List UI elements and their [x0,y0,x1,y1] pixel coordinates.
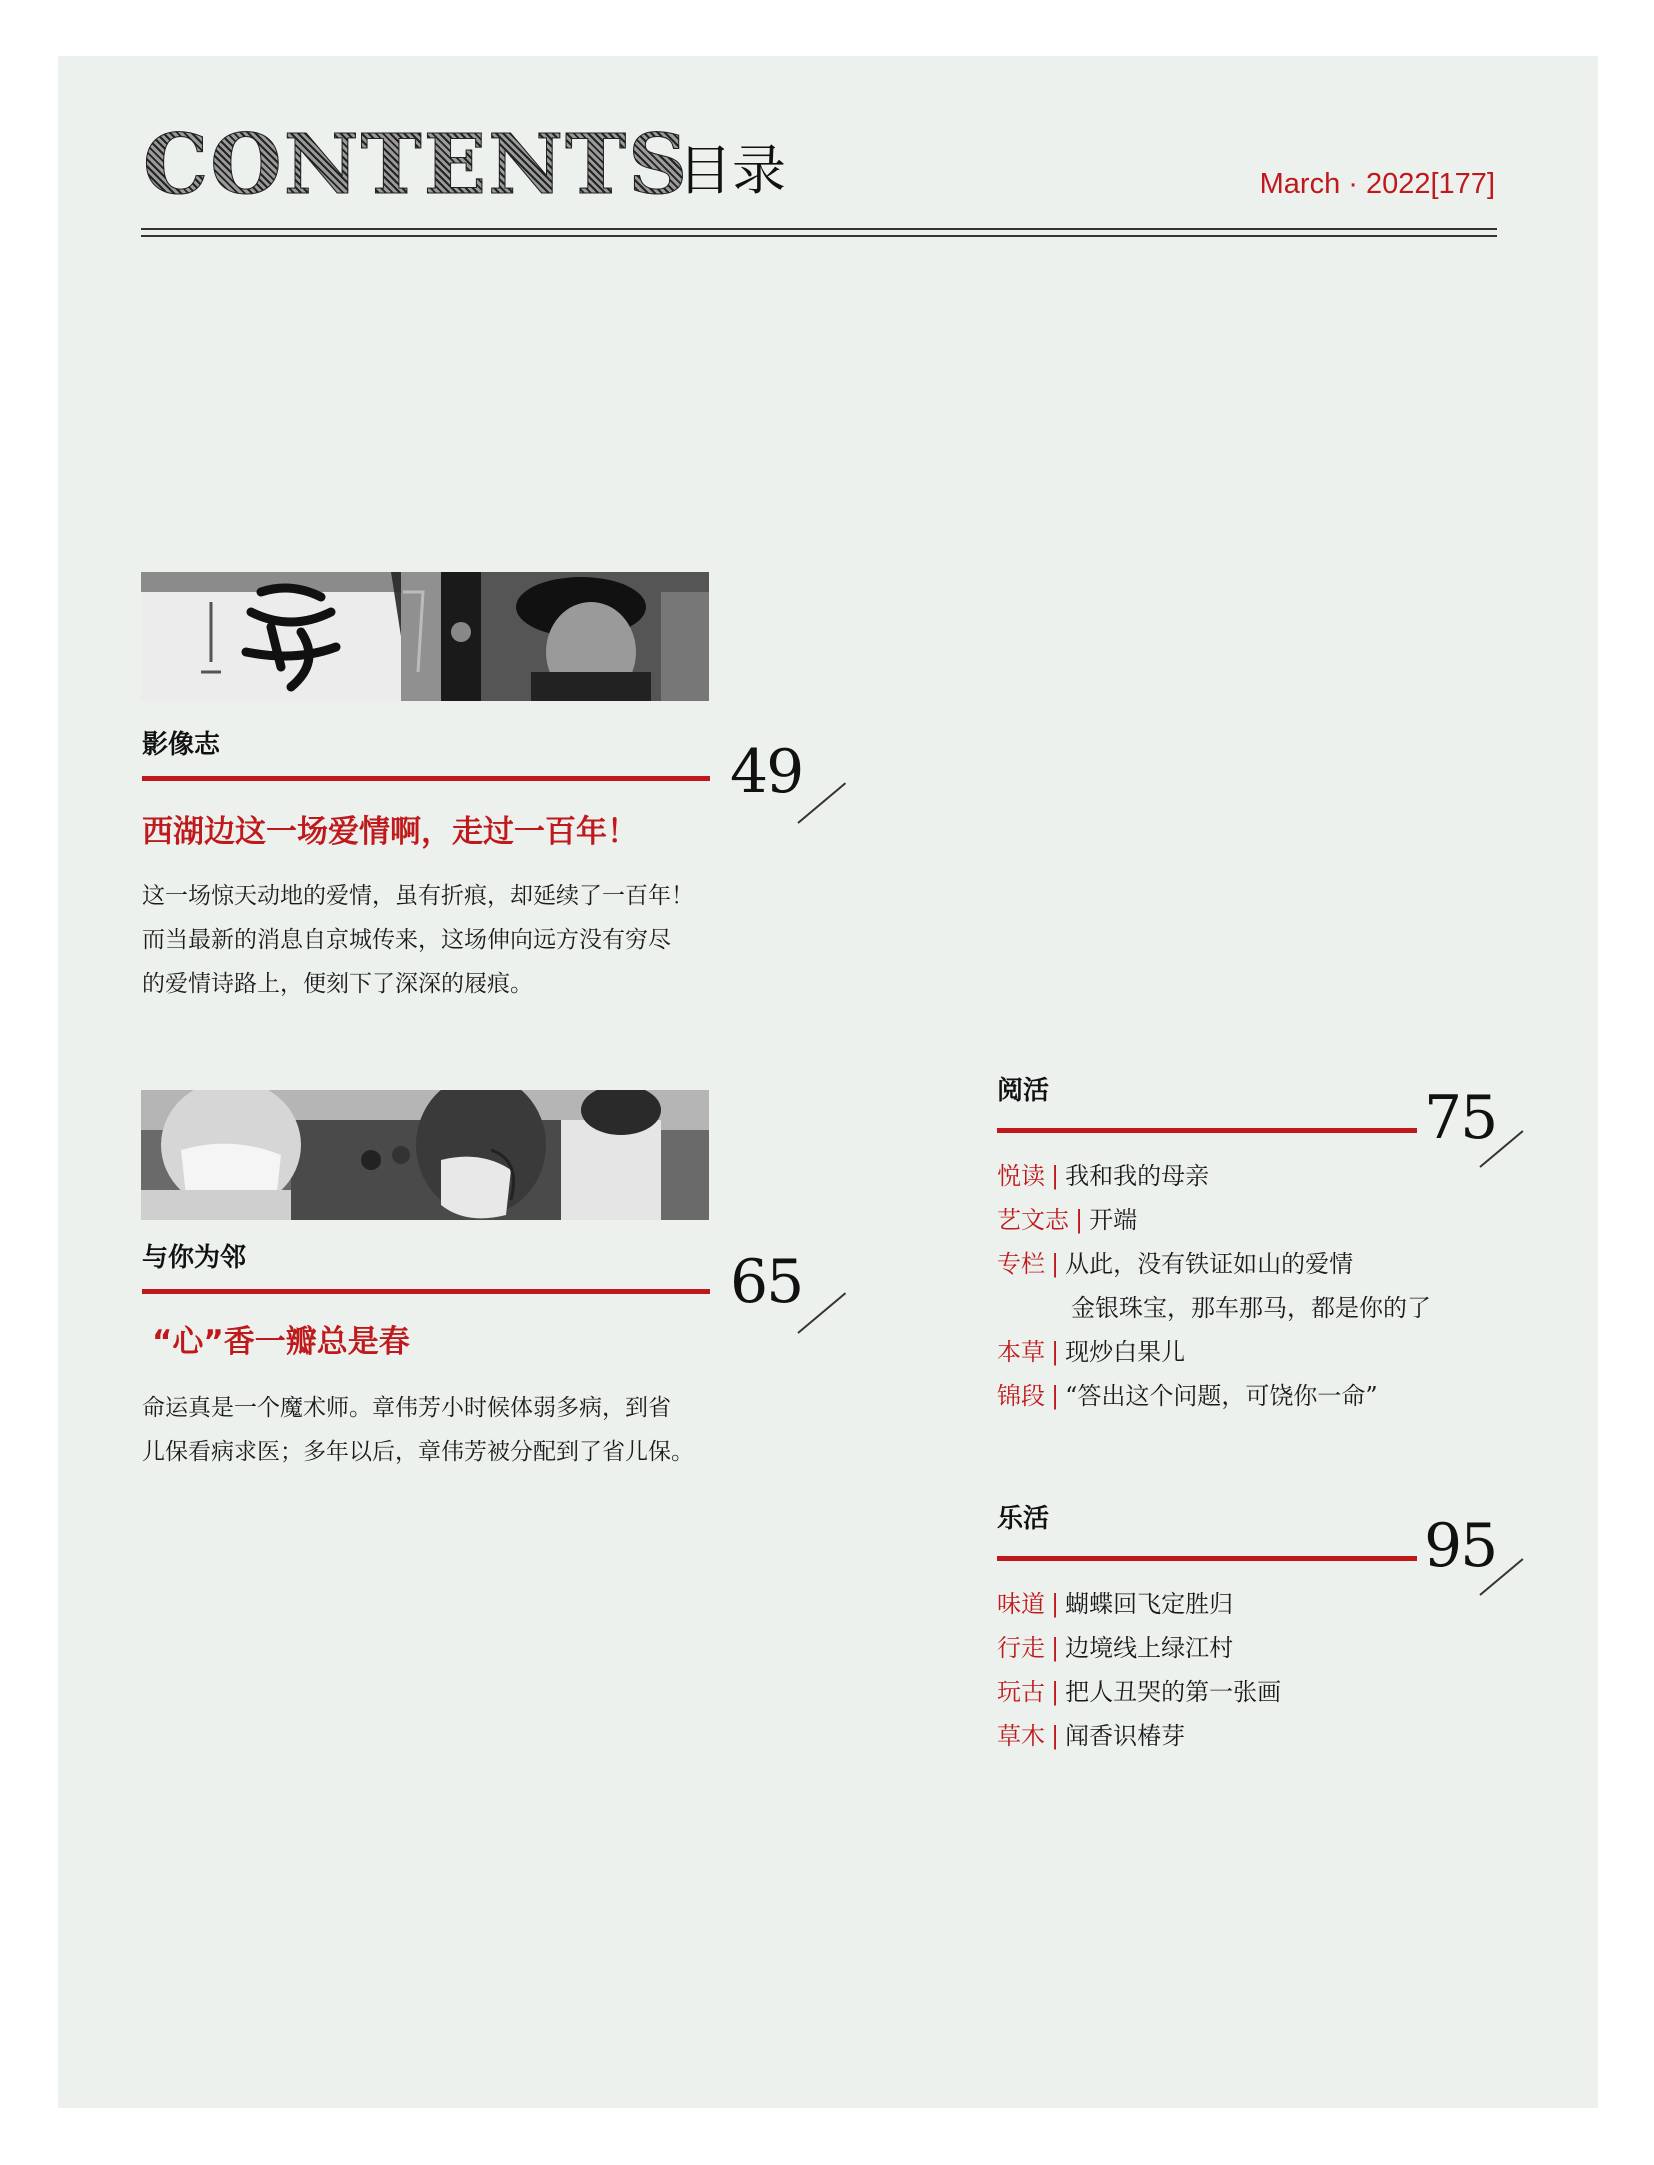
toc-item-title: “答出这个问题，可饶你一命” [1065,1382,1378,1410]
toc-item[interactable] [997,1724,1185,1748]
toc-divider: | [1051,1590,1060,1618]
toc-item-title: 从此，没有铁证如山的爱情 [1065,1250,1354,1278]
toc-item-title: 现炒白果儿 [1065,1338,1186,1366]
toc-item-title: 金银珠宝，那车那马，都是你的了 [1071,1294,1431,1322]
toc-item-title: 蝴蝶回飞定胜归 [1065,1590,1234,1618]
feature-page-number[interactable]: 49 [730,737,803,807]
toc-item-category: 艺文志 [997,1206,1069,1234]
toc-item[interactable] [997,1252,1353,1276]
toc-item[interactable] [997,1164,1209,1188]
blurb-line: 儿保看病求医；多年以后，章伟芳被分配到了省儿保。 [142,1439,694,1465]
toc-item-category: 行走 [997,1634,1045,1662]
toc-divider: | [1051,1678,1060,1706]
feature-page-number[interactable]: 65 [730,1247,803,1317]
toc-item[interactable] [997,1384,1378,1408]
toc-item[interactable] [1071,1296,1431,1320]
toc-red-rule [997,1128,1417,1133]
toc-item-title: 我和我的母亲 [1065,1162,1210,1190]
header-rule-bottom [141,235,1497,237]
feature-red-rule [142,776,710,781]
toc-item-category: 悦读 [997,1162,1045,1190]
blurb-line: 的爱情诗路上，便刻下了深深的屐痕。 [142,971,533,997]
toc-item[interactable] [997,1680,1281,1704]
toc-item-category: 专栏 [997,1250,1045,1278]
header-rule-top [141,228,1497,230]
toc-item-title: 把人丑哭的第一张画 [1065,1678,1282,1706]
toc-divider: | [1051,1722,1060,1750]
feature-photo-calligraphy [141,572,709,701]
toc-divider: | [1051,1250,1060,1278]
feature-headline[interactable]: “心”香一瓣总是春 [152,1324,410,1360]
toc-item[interactable] [997,1340,1185,1364]
toc-item-category: 玩古 [997,1678,1045,1706]
blurb-line: 命运真是一个魔术师。章伟芳小时候体弱多病，到省 [142,1395,671,1421]
toc-item-category: 味道 [997,1590,1045,1618]
toc-item[interactable] [997,1208,1137,1232]
toc-item-title: 边境线上绿江村 [1065,1634,1234,1662]
toc-item[interactable] [997,1592,1233,1616]
page-panel [58,56,1598,2108]
toc-page-number[interactable]: 95 [1424,1511,1497,1581]
toc-divider: | [1051,1382,1060,1410]
toc-section-label: 阅活 [997,1076,1050,1106]
blurb-line: 而当最新的消息自京城传来，这场伸向远方没有穷尽 [142,927,671,953]
contents-heading: CONTENTS [143,117,690,213]
feature-blurb [142,874,694,1006]
toc-divider: | [1051,1338,1060,1366]
toc-item-category: 本草 [997,1338,1045,1366]
toc-item-title: 闻香识椿芽 [1065,1722,1186,1750]
feature-photo-children [141,1090,709,1220]
page-slash-mark [797,782,846,823]
toc-item-title: 开端 [1089,1206,1138,1234]
blurb-line: 这一场惊天动地的爱情，虽有折痕，却延续了一百年！ [142,883,694,909]
issue-date: March · 2022[177] [1259,168,1495,200]
toc-page-number[interactable]: 75 [1424,1083,1497,1153]
contents-heading-cn: 目录 [678,139,786,202]
toc-item-category: 锦段 [997,1382,1045,1410]
toc-item-category: 草木 [997,1722,1045,1750]
feature-section-label: 影像志 [142,730,221,760]
toc-item[interactable] [997,1636,1233,1660]
toc-divider: | [1075,1206,1084,1234]
toc-divider: | [1051,1162,1060,1190]
toc-divider: | [1051,1634,1060,1662]
toc-red-rule [997,1556,1417,1561]
page-slash-mark [797,1292,846,1333]
feature-section-label: 与你为邻 [142,1243,247,1273]
feature-blurb [142,1386,694,1474]
feature-headline[interactable]: 西湖边这一场爱情啊，走过一百年！ [142,814,638,850]
feature-red-rule [142,1289,710,1294]
toc-section-label: 乐活 [997,1504,1050,1534]
